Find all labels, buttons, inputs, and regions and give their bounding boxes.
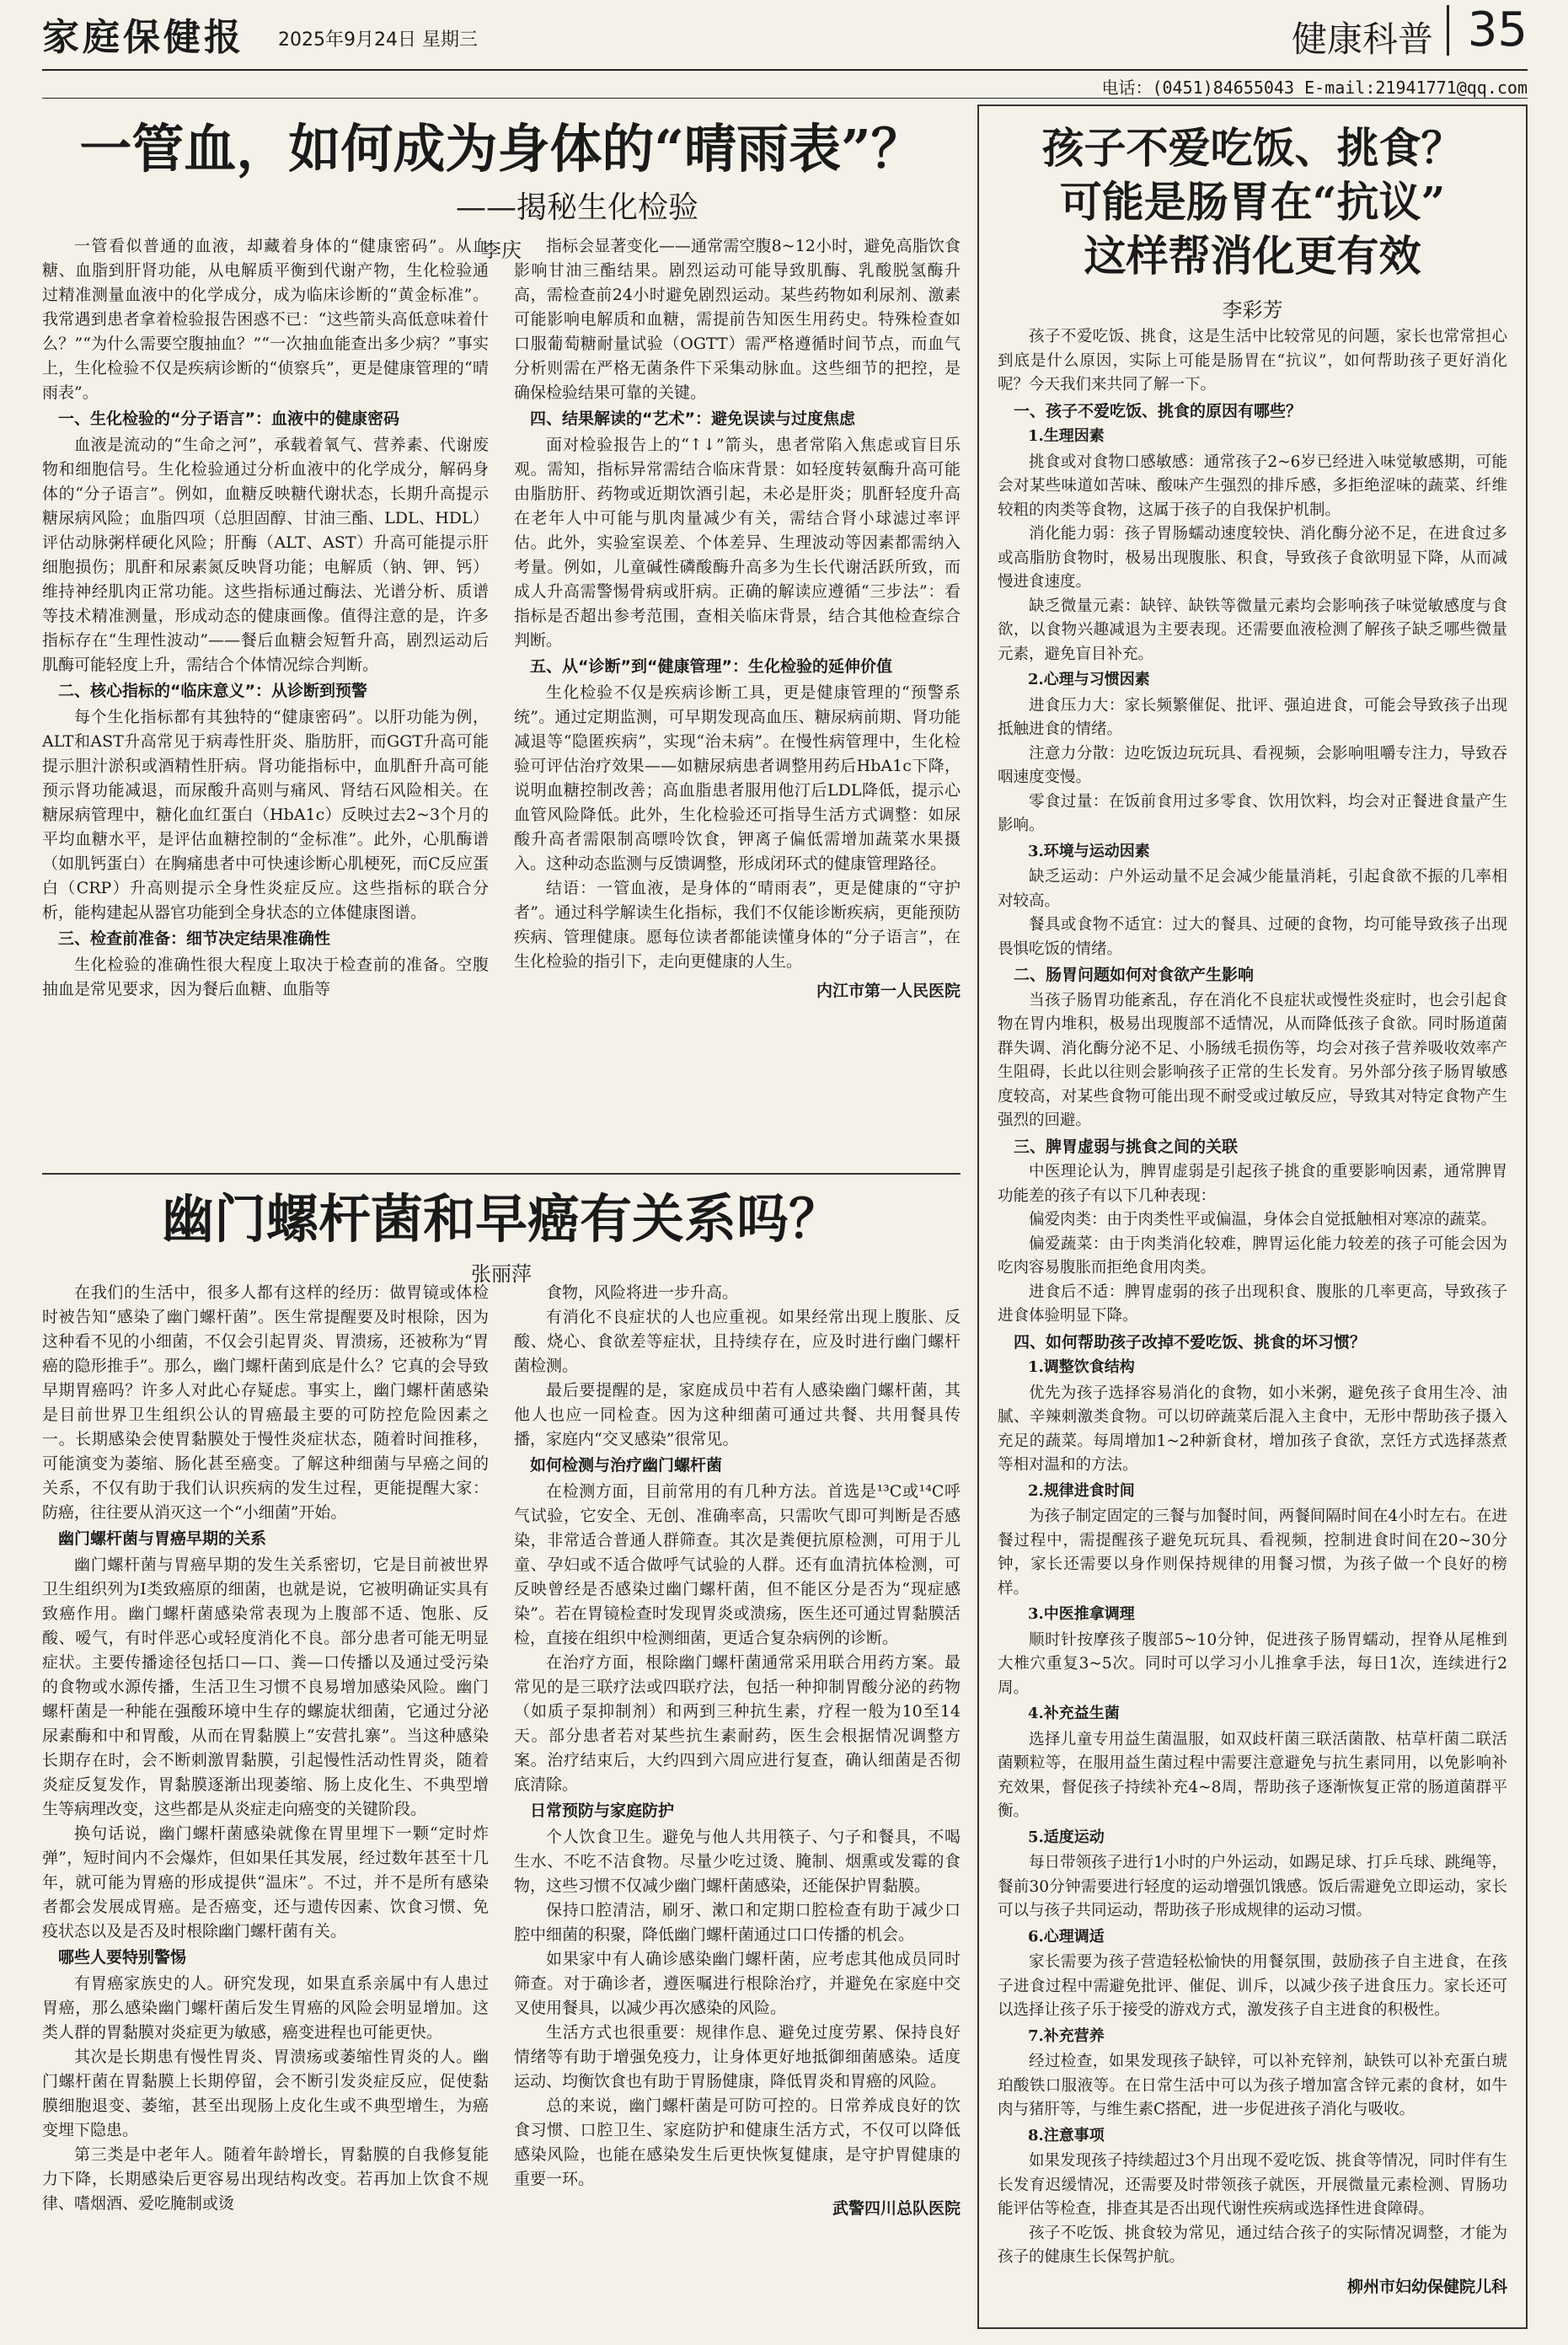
header-rule-bottom <box>42 98 1528 99</box>
body-paragraph: 孩子不吃饭、挑食较为常见，通过结合孩子的实际情况调整，才能为孩子的健康生长保驾护航。 <box>998 2224 1507 2266</box>
body-paragraph: 个人饮食卫生。避免与他人共用筷子、勺子和餐具，不喝生水、不吃不洁食物。尽量少吃过烫、腌制、烟熏或发霉的食物，这些习惯不仅减少幽门螺杆菌感染，还能保护胃黏膜。 <box>514 1828 961 1895</box>
header-rule <box>42 69 1528 71</box>
subsection-heading: 5.适度运动 <box>1028 1828 1105 1846</box>
article-blood-test <box>42 108 961 1170</box>
article-column-2 <box>514 234 961 1161</box>
article-column-1 <box>42 1281 489 2322</box>
body-paragraph: 零食过量：在饭前食用过多零食、饮用饮料，均会对正餐进食量产生影响。 <box>998 792 1507 834</box>
body-paragraph: 如果发现孩子持续超过3个月出现不爱吃饭、挑食等情况，同时伴有生长发育迟缓情况，还需要及时带领孩子就医，开展微量元素检测、胃肠功能评估等检查，排查其是否出现代谢性疾病或选择性进食障碍。 <box>998 2152 1507 2218</box>
section-heading: 如何检测与治疗幽门螺杆菌 <box>530 1456 723 1475</box>
article-title: 一管血，如何成为身体的“晴雨表”？ <box>79 118 923 179</box>
article-helicobacter <box>42 1180 961 2326</box>
body-paragraph: 如果家中有人确诊感染幽门螺杆菌，应考虑其他成员同时筛查。对于确诊者，遵医嘱进行根除治疗，并避免在家庭中交叉使用餐具，以减少再次感染的风险。 <box>514 1950 961 2017</box>
body-paragraph: 第三类是中老年人。随着年龄增长，胃黏膜的自我修复能力下降，长期感染后更容易出现结构改变。若再加上饮食不规律、嗜烟酒、爱吃腌制或烫 <box>42 2145 489 2213</box>
body-paragraph: 面对检验报告上的“↑↓”箭头，患者常陷入焦虑或盲目乐观。需知，指标异常需结合临床背景：如轻度转氨酶升高可能由脂肪肝、药物或近期饮酒引起，未必是肝炎；肌酐轻度升高在老年人中可能与肌肉量减少有关，需结合肾小球滤过率评估。此外，实验室误差、个体差异、生理波动等因素都需纳入考量。例如，儿童碱性磷酸酶升高多为生长代谢活跃所致，而成人升高需警惕骨病或肝病。正确的解读应遵循“三步法”：看指标是否超出参考范围，查相关临床背景，结合其他检查综合判断。 <box>514 436 961 650</box>
section-heading: 四、结果解读的“艺术”：避免误读与过度焦虑 <box>530 410 855 428</box>
subsection-heading: 6.心理调适 <box>1028 1927 1105 1946</box>
body-paragraph: 家长需要为孩子营造轻松愉快的用餐氛围，鼓励孩子自主进食，在孩子进食过程中需避免批评、催促、训斥，以减少孩子进食压力。家长还可以选择让孩子乐于接受的游戏方式，激发孩子自主进食的积极性。 <box>998 1953 1507 2019</box>
article-author: 李彩芳 <box>1222 298 1283 322</box>
section-heading: 二、核心指标的“临床意义”：从诊断到预警 <box>58 682 367 700</box>
section-heading: 三、脾胃虚弱与挑食之间的关联 <box>1014 1137 1239 1156</box>
subsection-heading: 2.规律进食时间 <box>1028 1481 1135 1500</box>
body-paragraph: 一管看似普通的血液，却藏着身体的“健康密码”。从血糖、血脂到肝肾功能，从电解质平衡到代谢产物，生化检验通过精准测量血液中的化学成分，成为临床诊断的“黄金标准”。我常遇到患者拿着检验报告困惑不已：“这些箭头高低意味着什么？”“为什么需要空腹抽血？”“一次抽血能查出多少病？”事实上，生化检验不仅是疾病诊断的“侦察兵”，更是健康管理的“晴雨表”。 <box>42 237 489 402</box>
body-paragraph: 经过检查，如果发现孩子缺锌，可以补充锌剂，缺铁可以补充蛋白琥珀酸铁口服液等。在日常生活中可以为孩子增加富含锌元素的食材，如牛肉与猪肝等，与维生素C搭配，进一步促进孩子消化与吸收。 <box>998 2053 1507 2118</box>
author-affiliation: 柳州市妇幼保健院儿科 <box>1346 2277 1507 2296</box>
body-paragraph: 进食后不适：脾胃虚弱的孩子出现积食、腹胀的几率更高，导致孩子进食体验明显下降。 <box>998 1282 1507 1325</box>
section-heading: 二、肠胃问题如何对食欲产生影响 <box>1014 966 1255 984</box>
body-paragraph: 注意力分散：边吃饭边玩玩具、看视频，会影响咀嚼专注力，导致吞咽速度变慢。 <box>998 744 1507 786</box>
body-paragraph: 换句话说，幽门螺杆菌感染就像在胃里埋下一颗“定时炸弹”，短时间内不会爆炸，但如果任其发展，经过数年甚至十几年，就可能为胃癌的形成提供“温床”。不过，并不是所有感染者都会发展成胃癌。是否癌变，还与遗传因素、饮食习惯、免疫状态以及是否及时根除幽门螺杆菌有关。 <box>42 1824 489 1941</box>
body-paragraph: 每日带领孩子进行1小时的户外运动，如踢足球、打乒乓球、跳绳等，餐前30分钟需要进行轻度的运动增强饥饿感。饭后需避免立即运动，家长可以与孩子共同运动，帮助孩子形成规律的运动习惯。 <box>998 1854 1507 1919</box>
body-paragraph: 中医理论认为，脾胃虚弱是引起孩子挑食的重要影响因素，通常脾胃功能差的孩子有以下几种表现： <box>998 1163 1507 1205</box>
article-column-1 <box>998 325 1507 2319</box>
article-title: 幽门螺杆菌和早癌有关系吗？ <box>161 1188 841 1250</box>
body-paragraph: 餐具或食物不适宜：过大的餐具、过硬的食物，均可能导致孩子出现畏惧吃饭的情绪。 <box>998 916 1507 958</box>
body-paragraph: 结语：一管血液，是身体的“晴雨表”，更是健康的“守护者”。通过科学解读生化指标，我们不仅能诊断疾病，更能预防疾病、管理健康。愿每位读者都能读懂身体的“分子语言”，在生化检验的指引下，走向更健康的人生。 <box>514 879 961 971</box>
section-heading: 四、如何帮助孩子改掉不爱吃饭、挑食的坏习惯？ <box>1014 1332 1367 1352</box>
author-affiliation: 武警四川总队医院 <box>832 2199 961 2218</box>
body-paragraph: 在检测方面，目前常用的有几种方法。首选是¹³C或¹⁴C呼气试验，它安全、无创、准确率高，只需吹气即可判断是否感染，非常适合普通人群筛查。其次是粪便抗原检测，可用于儿童、孕妇或不适合做呼气试验的人群。还有血清抗体检测，可反映曾经是否感染过幽门螺杆菌，但不能区分是否为“现症感染”。若在胃镜检查时发现胃炎或溃疡，医生还可通过胃黏膜活检，直接在组织中检测细菌，更适合复杂病例的诊断。 <box>514 1482 961 1647</box>
article-picky-eating <box>977 104 1528 2329</box>
article-title <box>979 121 1526 283</box>
subsection-heading: 8.注意事项 <box>1028 2126 1105 2144</box>
section-title: 健康科普 <box>1291 19 1433 60</box>
page-number: 35 <box>1447 5 1528 56</box>
section-heading: 三、检查前准备：细节决定结果准确性 <box>58 929 331 948</box>
body-paragraph: 每个生化指标都有其独特的“健康密码”。以肝功能为例，ALT和AST升高常见于病毒性肝炎、脂肪肝，而GGT升高可能提示胆汁淤积或酒精性肝病。肾功能指标中，血肌酐升高可能预示肾功能减退，而尿酸升高则与痛风、肾结石风险相关。在糖尿病管理中，糖化血红蛋白（HbA1c）反映过去2~3个月的平均血糖水平，是评估血糖控制的“金标准”。此外，心肌酶谱（如肌钙蛋白）在胸痛患者中可快速诊断心肌梗死，而C反应蛋白（CRP）升高则提示全身性炎症反应。这些指标的联合分析，能构建起从器官功能到全身状态的立体健康图谱。 <box>42 708 489 922</box>
title-line: 这样帮消化更有效 <box>1084 231 1421 281</box>
subsection-heading: 1.生理因素 <box>1028 427 1105 445</box>
body-paragraph: 血液是流动的“生命之河”，承载着氧气、营养素、代谢废物和细胞信号。生化检验通过分析血液中的化学成分，解码身体的“分子语言”。例如，血糖反映糖代谢状态，长期升高提示糖尿病风险；血脂四项（总胆固醇、甘油三酯、LDL、HDL）评估动脉粥样硬化风险；肝酶（ALT、AST）升高可能提示肝细胞损伤；肌酐和尿素氮反映肾功能；电解质（钠、钾、钙）维持神经肌肉正常功能。这些指标通过酶法、光谱分析、质谱等技术精准测量，形成动态的健康画像。值得注意的是，许多指标存在“生理性波动”——餐后血糖会短暂升高，剧烈运动后肌酶可能轻度上升，需结合个体情况综合判断。 <box>42 436 489 674</box>
subsection-heading: 7.补充营养 <box>1028 2026 1105 2045</box>
body-paragraph: 幽门螺杆菌与胃癌早期的发生关系密切，它是目前被世界卫生组织列为Ⅰ类致癌原的细菌，也就是说，它被明确证实具有致癌作用。幽门螺杆菌感染常表现为上腹部不适、饱胀、反酸、嗳气，有时伴恶心或轻度消化不良。部分患者可能无明显症状。主要传播途径包括口—口、粪—口传播以及通过受污染的食物或水源传播，生活卫生习惯不良易增加感染风险。幽门螺杆菌是一种能在强酸环境中生存的螺旋状细菌，它通过分泌尿素酶和中和胃酸，从而在胃黏膜上“安营扎寨”。当这种感染长期存在时，会不断刺激胃黏膜，引起慢性活动性胃炎，随着炎症反复发作，胃黏膜逐渐出现萎缩、肠上皮化生、不典型增生等病理改变，这些都是从炎症走向癌变的关键阶段。 <box>42 1555 489 1818</box>
body-paragraph: 生活方式也很重要：规律作息、避免过度劳累、保持良好情绪等有助于增强免疫力，让身体更好地抵御细菌感染。适度运动、均衡饮食也有助于胃肠健康，降低胃炎和胃癌的风险。 <box>514 2023 961 2091</box>
body-paragraph: 偏爱蔬菜：由于肉类消化较难，脾胃运化能力较差的孩子可能会因为吃肉容易腹胀而拒绝食用肉类。 <box>998 1234 1507 1277</box>
section-heading: 日常预防与家庭防护 <box>530 1802 675 1820</box>
body-paragraph: 缺乏运动：户外运动量不足会减少能量消耗，引起食欲不振的几率相对较高。 <box>998 868 1507 910</box>
subsection-heading: 2.心理与习惯因素 <box>1028 671 1150 688</box>
subsection-heading: 4.补充益生菌 <box>1028 1705 1120 1722</box>
article-column-2 <box>514 1281 961 2322</box>
title-line: 孩子不爱吃饭、挑食？ <box>1041 123 1464 173</box>
article-author: 张丽萍 <box>471 1262 532 1286</box>
body-paragraph: 指标会显著变化——通常需空腹8~12小时，避免高脂饮食影响甘油三酯结果。剧烈运动可能导致肌酶、乳酸脱氢酶升高，需检查前24小时避免剧烈运动。某些药物如利尿剂、激素可能影响电解质和血糖，需提前告知医生用药史。特殊检查如口服葡萄糖耐量试验（OGTT）需严格遵循时间节点，而血气分析则需在严格无菌条件下采集动脉血。这些细节的把控，是确保检验结果可靠的关键。 <box>514 237 961 402</box>
body-paragraph: 挑食或对食物口感敏感：通常孩子2~6岁已经进入味觉敏感期，可能会对某些味道如苦味、酸味产生强烈的排斥感，多拒绝涩味的蔬菜、纤维较粗的肉类等食物，这属于孩子的自我保护机制。 <box>998 452 1507 519</box>
body-paragraph: 当孩子肠胃功能紊乱，存在消化不良症状或慢性炎症时，也会引起食物在胃内堆积，极易出现腹部不适情况，从而降低孩子食欲。同时肠道菌群失调、消化酶分泌不足、小肠绒毛损伤等，均会对孩子营养吸收效率产生阻碍，长此以往则会影响孩子正常的生长发育。另外部分孩子肠胃敏感度较高，对某些食物可能出现不耐受或过敏反应，导致其对特定食物产生强烈的回避。 <box>998 991 1507 1129</box>
body-paragraph: 有消化不良症状的人也应重视。如果经常出现上腹胀、反酸、烧心、食欲差等症状，且持续存在，应及时进行幽门螺杆菌检测。 <box>514 1308 961 1375</box>
body-paragraph: 在我们的生活中，很多人都有这样的经历：做胃镜或体检时被告知“感染了幽门螺杆菌”。医生常提醒要及时根除，因为这种看不见的小细菌，不仅会引起胃炎、胃溃疡，还被称为“胃癌的隐形推手”。那么，幽门螺杆菌到底是什么？它真的会导致早期胃癌吗？许多人对此心存疑虑。事实上，幽门螺杆菌感染是目前世界卫生组织公认的胃癌最主要的可防控危险因素之一。长期感染会使胃黏膜处于慢性炎症状态，随着时间推移，可能演变为萎缩、肠化甚至癌变。了解这种细菌与早癌之间的关系，不仅有助于我们认识疾病的发生过程，更能提醒大家：防癌，往往要从消灭这一个“小细菌”开始。 <box>42 1283 489 1522</box>
body-paragraph: 在治疗方面，根除幽门螺杆菌通常采用联合用药方案。最常见的是三联疗法或四联疗法，包括一种抑制胃酸分泌的药物（如质子泵抑制剂）和两到三种抗生素，疗程一般为10至14天。部分患者若对某些抗生素耐药，医生会根据情况调整方案。治疗结束后，大约四到六周应进行复查，确认细菌是否彻底清除。 <box>514 1653 961 1794</box>
newspaper-name: 家庭保健报 <box>42 16 244 59</box>
body-paragraph: 偏爱肉类：由于肉类性平或偏温，身体会自觉抵触相对寒凉的蔬菜。 <box>1029 1211 1497 1229</box>
author-affiliation: 内江市第一人民医院 <box>816 982 961 1000</box>
body-paragraph: 生化检验不仅是疾病诊断工具，更是健康管理的“预警系统”。通过定期监测，可早期发现高血压、糖尿病前期、肾功能减退等“隐匿疾病”，实现“治未病”。在慢性病管理中，生化检验可评估治疗效果——如糖尿病患者调整用药后HbA1c下降，说明血糖控制改善；高血脂患者服用他汀后LDL降低，提示心血管风险降低。此外，生化检验还可指导生活方式调整：如尿酸升高者需限制高嘌呤饮食，钾离子偏低需增加蔬菜水果摄入。这种动态监测与反馈调整，形成闭环式的健康管理路径。 <box>514 683 961 873</box>
section-heading: 一、生化检验的“分子语言”：血液中的健康密码 <box>58 410 399 428</box>
body-paragraph: 总的来说，幽门螺杆菌是可防可控的。日常养成良好的饮食习惯、口腔卫生、家庭防护和健康生活方式，不仅可以降低感染风险，也能在感染发生后更快恢复健康，是守护胃健康的重要一环。 <box>514 2096 961 2188</box>
subsection-heading: 3.环境与运动因素 <box>1028 842 1150 860</box>
article-subtitle: ——揭秘生化检验 <box>455 190 698 225</box>
body-paragraph: 其次是长期患有慢性胃炎、胃溃疡或萎缩性胃炎的人。幽门螺杆菌在胃黏膜上长期停留，会不断引发炎症反应，促使黏膜细胞退变、萎缩，甚至出现肠上皮化生或不典型增生，为癌变埋下隐患。 <box>42 2048 489 2139</box>
subsection-heading: 3.中医推拿调理 <box>1028 1605 1135 1623</box>
body-paragraph: 为孩子制定固定的三餐与加餐时间，两餐间隔时间在4小时左右。在进餐过程中，需提醒孩子避免玩玩具、看视频，控制进食时间在20~30分钟，家长还需要以身作则保持规律的用餐习惯，为孩子做一个良好的榜样。 <box>998 1507 1507 1598</box>
body-paragraph: 有胃癌家族史的人。研究发现，如果直系亲属中有人患过胃癌，那么感染幽门螺杆菌后发生胃癌的风险会明显增加。这类人群的胃黏膜对炎症更为敏感，癌变进程也可能更快。 <box>42 1974 489 2042</box>
body-paragraph: 保持口腔清洁，刷牙、漱口和定期口腔检查有助于减少口腔中细菌的积聚，降低幽门螺杆菌通过口口传播的机会。 <box>514 1901 961 1944</box>
title-line: 可能是肠胃在“抗议” <box>1059 177 1446 227</box>
body-paragraph: 孩子不爱吃饭、挑食，这是生活中比较常见的问题，家长也常常担心到底是什么原因，实际上可能是肠胃在“抗议”，如何帮助孩子更好消化呢？今天我们来共同了解一下。 <box>998 328 1507 394</box>
body-paragraph: 消化能力弱：孩子胃肠蠕动速度较快、消化酶分泌不足，在进食过多或高脂肪食物时，极易出现腹胀、积食，导致孩子食欲明显下降，从而减慢进食速度。 <box>998 525 1507 591</box>
article-author: 李庆 <box>481 238 522 262</box>
body-paragraph: 缺乏微量元素：缺锌、缺铁等微量元素均会影响孩子味觉敏感度与食欲，以食物兴趣减退为主要表现。还需要血液检测了解孩子缺乏哪些微量元素，避免盲目补充。 <box>998 597 1507 663</box>
body-paragraph: 进食压力大：家长频繁催促、批评、强迫进食，可能会导致孩子出现抵触进食的情绪。 <box>998 696 1507 738</box>
masthead <box>0 0 1568 76</box>
body-paragraph: 生化检验的准确性很大程度上取决于检查前的准备。空腹抽血是常见要求，因为餐后血糖、血脂等 <box>42 956 489 998</box>
section-heading: 幽门螺杆菌与胃癌早期的关系 <box>58 1529 267 1548</box>
issue-date: 2025年9月24日 星期三 <box>278 29 478 51</box>
body-paragraph: 优先为孩子选择容易消化的食物，如小米粥，避免孩子食用生冷、油腻、辛辣刺激类食物。可以切碎蔬菜后混入主食中，无形中帮助孩子摄入充足的蔬菜。每周增加1~2种新食材，增加孩子食欲，烹饪方式选择蒸煮等相对温和的方法。 <box>998 1384 1507 1474</box>
article-divider <box>42 1173 961 1175</box>
section-heading: 一、孩子不爱吃饭、挑食的原因有哪些？ <box>1014 401 1303 420</box>
body-paragraph: 选择儿童专用益生菌温服，如双歧杆菌三联活菌散、枯草杆菌二联活菌颗粒等，在服用益生菌过程中需要注意避免与抗生素同用，以免影响补充效果，督促孩子持续补充4~8周，帮助孩子逐渐恢复正常的肠道菌群平衡。 <box>998 1730 1507 1820</box>
contact-info: 电话：(0451)84655043 E-mail:21941771@qq.com <box>1101 78 1528 98</box>
article-column-1 <box>42 234 489 1161</box>
body-paragraph: 最后要提醒的是，家庭成员中若有人感染幽门螺杆菌，其他人也应一同检查。因为这种细菌可通过共餐、共用餐具传播，家庭内“交叉感染”很常见。 <box>514 1381 961 1448</box>
body-paragraph: 顺时针按摩孩子腹部5~10分钟，促进孩子肠胃蠕动，捏脊从尾椎到大椎穴重复3~5次。同时可以学习小儿推拿手法，每日1次，连续进行2周。 <box>998 1630 1507 1697</box>
section-heading: 五、从“诊断”到“健康管理”：生化检验的延伸价值 <box>530 657 892 676</box>
section-heading: 哪些人要特别警惕 <box>58 1948 187 1967</box>
subsection-heading: 1.调整饮食结构 <box>1028 1358 1135 1376</box>
body-paragraph: 食物，风险将进一步升高。 <box>546 1283 739 1302</box>
